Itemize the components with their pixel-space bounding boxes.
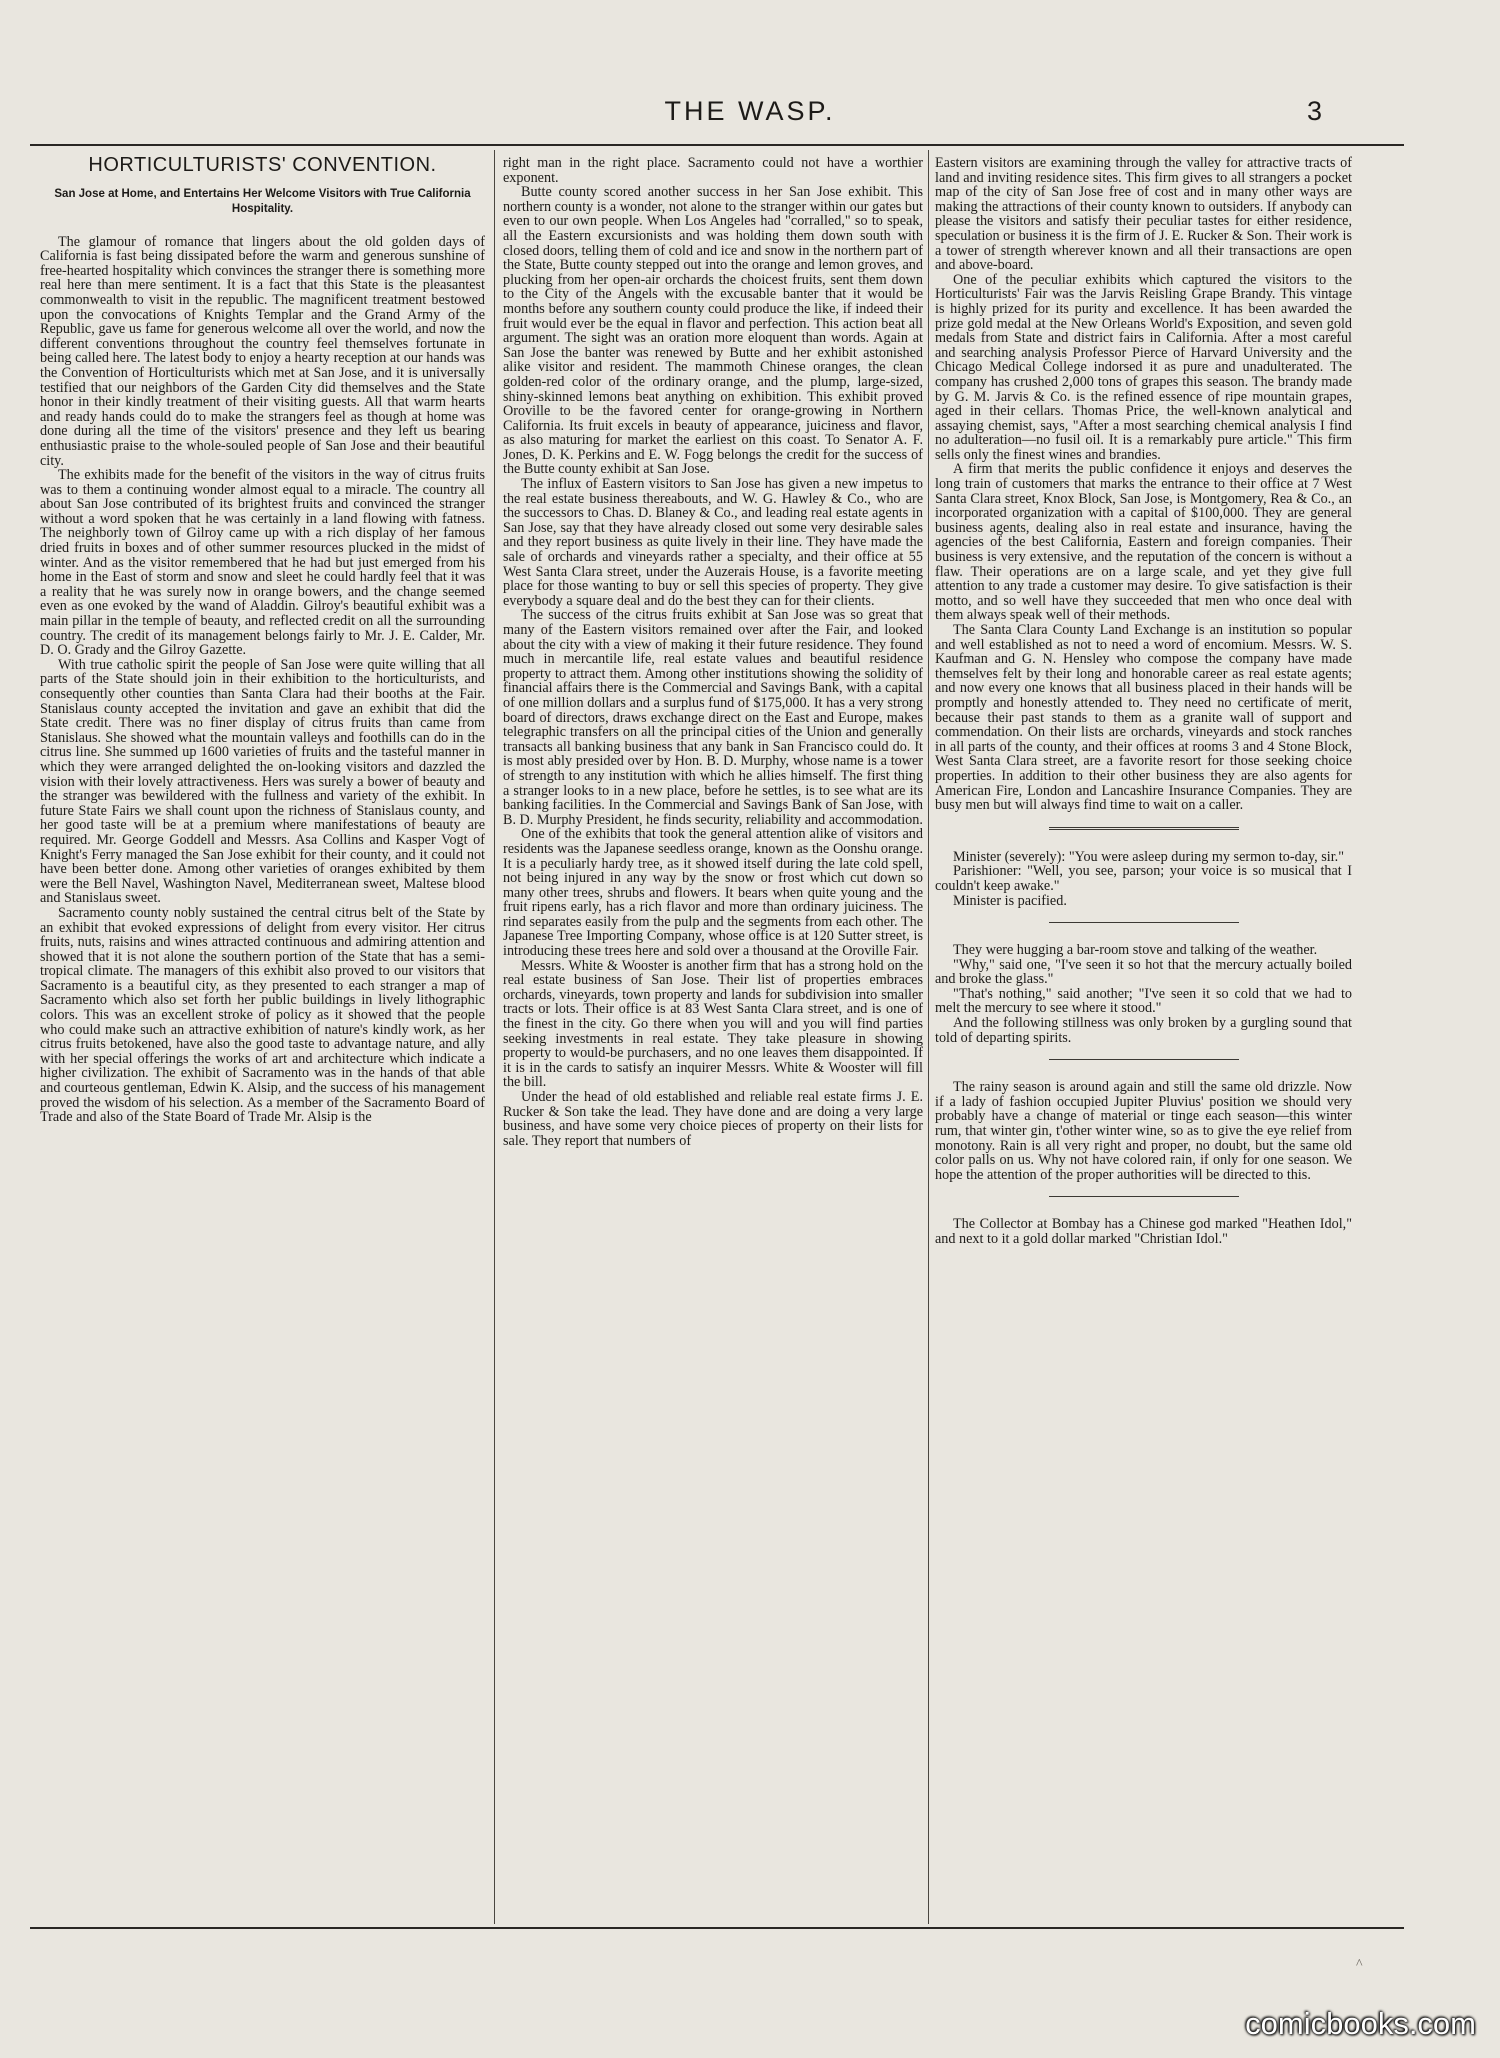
column-divider bbox=[928, 150, 929, 1924]
anecdote-line: They were hugging a bar-room stove and talking of the weather. bbox=[953, 942, 1318, 959]
column-1 bbox=[40, 156, 485, 1924]
print-speck: ^ bbox=[1356, 1957, 1363, 1972]
paragraph: One of the exhibits that took the general attention alike of visitors and residents was the Japanese seedless orange, known as the Oonshu orange. It is a peculiarly hardy tree, as it showed itself during the late cold spell, not being injured in any way by the snow or frost which cut down so many other trees, shrubs and flowers. It bears when quite young and the fruit ripens early, has a rich flavor and more than ordinary juiciness. The rind separates easily from the pulp and the segments from each other. The Japanese Tree Importing Company, whose office is at 120 Sutter street, is introducing these trees here and sold over a thousand at the Oroville Fair. bbox=[503, 826, 923, 960]
paragraph: A firm that merits the public confidence it enjoys and deserves the long train of customers that marks the entrance to their office at 7 West Santa Clara street, Knox Block, San Jose, is Montgomery, Rea & Co., an incorporated organization with a capital of $100,000. They are general business agents, dealing also in real estate and insurance, having the agencies of the best California, Eastern and foreign companies. Their business is very extensive, and the reputation of the concern is without a flaw. Their operations are on a large scale, and yet they give full attention to any trade a customer may desire. To give satisfaction is their motto, and so well have they succeeded that men who once deal with them always speak well of their methods. bbox=[935, 461, 1352, 624]
paragraph: Butte county scored another success in her San Jose exhibit. This northern county is a wonder, not alone to the stranger within our gates but even to our own people. When Los Angeles had "corralled," so to speak, all the Eastern excursionists and was holding them down south with closed doors, telling them of cold and ice and snow in the northern part of the State, Butte county stepped out into the orange and lemon groves, and plucking from her open-air orchards the choicest fruits, sent them down to the City of the Angels with the excusable banter that it would be months before any southern county could produce the like, if indeed their fruit would ever be the equal in flavor and perfection. This action beat all argument. The sight was an oration more eloquent than words. Again at San Jose the banter was renewed by Butte and her exhibit astonished alike visitor and resident. The mammoth Chinese oranges, the clean golden-red color of the ordinary orange, and the plump, large-sized, shiny-skinned lemons beat anything on exhibition. This exhibit proved Oroville to be the favored center for orange-growing in Northern California. Its fruit excels in beauty of appearance, juiciness and flavor, as also maturing for market the earliest on this coast. To Senator A. F. Jones, D. K. Perkins and E. W. Fogg belongs the credit for the success of the Butte county exhibit at San Jose. bbox=[503, 184, 923, 478]
section-separator bbox=[1049, 827, 1239, 830]
paragraph: One of the peculiar exhibits which captured the visitors to the Horticulturists' Fair was the Jarvis Reisling Grape Brandy. This vintage is highly prized for its purity and excellence. It has been awarded the prize gold medal at the New Orleans World's Exposition, and seven gold medals from State and district fairs in California. After a most careful and searching analysis Professor Pierce of Harvard University and the Chicago Medical College indorsed it as pure and unadulterated. The company has crushed 2,000 tons of grapes this season. The brandy made by G. M. Jarvis & Co. is the refined essence of ripe mountain grapes, aged in their cellars. Thomas Price, the well-known analytical and assaying chemist, says, "After a most searching chemical analysis I find no adulteration—no fusil oil. It is a remarkably pure article." This firm sells only the finest wines and brandies. bbox=[935, 271, 1352, 463]
anecdote-line: The rainy season is around again and still the same old drizzle. Now if a lady of fashion occupied Jupiter Pluvius' position we should very probably have a change of material or tinge each season—this winter rum, that winter gin, t'other winter wine, so as to give the eye relief from monotony. Rain is all very right and proper, no doubt, but the same old color palls on us. Why not have colored rain, if only for one season. We hope the attention of the proper authorities will be directed to this. bbox=[935, 1079, 1352, 1183]
article-headline: HORTICULTURISTS' CONVENTION. bbox=[88, 156, 437, 176]
section-separator bbox=[1049, 1196, 1239, 1197]
column-2 bbox=[503, 156, 923, 1924]
paragraph: The influx of Eastern visitors to San Jose has given a new impetus to the real estate business thereabouts, and W. G. Hawley & Co., who are the successors to Chas. D. Blaney & Co., and leading real estate agents in San Jose, say that they have already closed out some very desirable sales and they report business as quite lively in their line. They have made the sale of orchards and vineyards rather a specialty, and their office at 55 West Santa Clara street, under the Auzerais House, is a favorite meeting place for those wanting to buy or sell this species of property. They give everybody a square deal and do the best they can for their clients. bbox=[503, 476, 923, 609]
section-separator bbox=[1049, 922, 1239, 923]
paragraph: With true catholic spirit the people of San Jose were quite willing that all parts of the State should join in their exhibition to the horticulturists, and consequently other counties than Santa Clara had their booths at the Fair. Stanislaus county accepted the invitation and gave an exhibit that did the State credit. There was no finer display of citrus fruits than came from Stanislaus. She showed what the mountain valleys and foothills can do in the citrus line. She summed up 1600 varieties of fruits and the tasteful manner in which they were arranged delighted the on-looking visitors and dazzled the vision with their lovely attractiveness. Hers was surely a bower of beauty and the stranger was bewildered with the fullness and variety of the exhibit. In future State Fairs we shall count upon the richness of Stanislaus county, and her good taste will be at a premium where manifestations of beauty are required. Mr. George Goddell and Messrs. Asa Collins and Kasper Vogt of Knight's Ferry managed the San Jose exhibit for their county, and it could not have been better done. Among other varieties of oranges exhibited by them were the Bell Navel, Washington Navel, Mediterranean sweet, Maltese blood and Stanislaus sweet. bbox=[40, 656, 485, 907]
anecdote-line: "That's nothing," said another; "I've seen it so cold that we had to melt the mercury to see where it stood." bbox=[935, 985, 1352, 1017]
footer-rule bbox=[30, 1927, 1404, 1929]
page-number: 3 bbox=[1306, 96, 1322, 126]
page-header bbox=[0, 96, 1500, 136]
anecdote-line: "Why," said one, "I've seen it so hot that the mercury actually boiled and broke the glass." bbox=[935, 956, 1352, 988]
paragraph: The exhibits made for the benefit of the visitors in the way of citrus fruits was to them a continuing wonder almost equal to a miracle. The country all about San Jose contributed of its brightest fruits and convinced the stranger without a word spoken that he was certainly in a land flowing with fatness. The neighborly town of Gilroy came up with a rich display of her famous dried fruits in boxes and of other summer resources plucked in the midst of winter. And as the visitor remembered that he had but just emerged from his home in the East of storm and snow and sleet he could hardly feel that it was a reality that he was surely now in orange bowers, and the change seemed even as one evoked by the wand of Aladdin. Gilroy's beautiful exhibit was a main pillar in the temple of beauty, and reflected credit on all the surrounding country. The credit of its management belongs fairly to Mr. J. E. Calder, Mr. D. O. Grady and the Gilroy Gazette. bbox=[40, 467, 485, 659]
article-subhead: San Jose at Home, and Entertains Her Welcome Visitors with True California Hospitality. bbox=[54, 187, 471, 215]
paragraph: Under the head of old established and reliable real estate firms J. E. Rucker & Son take the lead. They have done and are doing a very large business, and have some very choice pieces of property on their lists for sale. They report that numbers of bbox=[503, 1089, 923, 1149]
anecdote-line: Parishioner: "Well, you see, parson; your voice is so musical that I couldn't keep awake." bbox=[935, 863, 1352, 894]
paragraph: Eastern visitors are examining through the valley for attractive tracts of land and inviting residence sites. This firm gives to all strangers a pocket map of the city of San Jose free of cost and in many other ways are making the attractions of their county known to outsiders. If anybody can please the visitors and satisfy their peculiar tastes for either residence, speculation or business it is the firm of J. E. Rucker & Son. Their work is a tower of strength wherever known and all their transactions are open and above-board. bbox=[935, 156, 1352, 274]
anecdote-line: The Collector at Bombay has a Chinese god marked "Heathen Idol," and next to it a gold dollar marked "Christian Idol." bbox=[935, 1216, 1352, 1247]
anecdote-line: And the following stillness was only broken by a gurgling sound that told of departing spirits. bbox=[935, 1015, 1352, 1046]
watermark: comicbooks.com bbox=[1245, 2006, 1476, 2041]
paragraph: Messrs. White & Wooster is another firm that has a strong hold on the real estate business of San Jose. Their list of properties embraces orchards, vineyards, town property and lands for subdivision into smaller tracts or lots. Their office is at 83 West Santa Clara street, and is one of the finest in the city. Go there when you will and you will find parties seeking investments in real estate. They take pleasure in showing property to would-be purchasers, and no one leaves them disappointed. If it is in the cards to satisfy an inquirer Messrs. White & Wooster will fill the bill. bbox=[503, 957, 923, 1091]
column-3 bbox=[935, 156, 1352, 1924]
paragraph: The glamour of romance that lingers about the old golden days of California is fast being dissipated before the warm and generous sunshine of free-hearted hospitality which convinces the stranger there is something more real here than mere sentiment. It is a fact that this State is the pleasantest commonwealth to visit in the republic. The magnificent treatment bestowed upon the convocations of Knights Templar and the Grand Army of the Republic, gave us fame for generous welcome all over the world, and now the different conventions throughout the country feel themselves fortunate in being called here. The latest body to enjoy a hearty reception at our hands was the Convention of Horticulturists which met at San Jose, and it is universally testified that our neighbors of the Garden City did themselves and the State honor in their kindly treatment of their visiting guests. All that warm hearts and ready hands could do to make the strangers feel as though at home was done during all the time of the visitors' presence and they left us bearing enthusiastic praise to the whole-souled people of San Jose and their beautiful city. bbox=[40, 233, 485, 469]
anecdote-line: Minister (severely): "You were asleep during my sermon to-day, sir." bbox=[953, 848, 1345, 865]
header-rule bbox=[30, 144, 1404, 146]
paragraph: The Santa Clara County Land Exchange is an institution so popular and well established as not to need a word of encomium. Messrs. W. S. Kaufman and G. N. Hensley who compose the company have made themselves felt by their long and honorable career as real estate agents; and now every one knows that all business placed in their hands will be promptly and honestly attended to. They need no certificate of merit, because their past stands to them as a granite wall of support and commendation. On their lists are orchards, vineyards and stock ranches in all parts of the county, and their offices at rooms 3 and 4 Stone Block, West Santa Clara street, are a favorite resort for those seeking choice properties. In addition to their other business they are also agents for American Fire, London and Lancashire Insurance Companies. They are busy men but will always find time to wait on a caller. bbox=[935, 622, 1352, 814]
paragraph: The success of the citrus fruits exhibit at San Jose was so great that many of the Eastern visitors remained over after the Fair, and looked about the city with a view of making it their future residence. They found much in mercantile life, real estate values and beautiful residence property to attract them. Among other institutions showing the solidity of financial affairs there is the Commercial and Savings Bank, with a capital of one million dollars and a surplus fund of $175,000. It has a very strong board of directors, draws exchange direct on the East and Europe, makes telegraphic transfers on all the principal cities of the Union and generally transacts all banking business that any bank in San Francisco could do. It is most ably presided over by Hon. B. D. Murphy, whose name is a tower of strength to any institution with which he allies himself. The first thing a stranger looks to in a new place, before he settles, is to see what are its banking facilities. In the Commercial and Savings Bank of San Jose, with B. D. Murphy President, he finds security, reliability and accommodation. bbox=[503, 607, 923, 828]
column-divider bbox=[494, 150, 495, 1924]
anecdote-line: Minister is pacified. bbox=[953, 892, 1067, 909]
paragraph: right man in the right place. Sacramento could not have a worthier exponent. bbox=[503, 156, 923, 186]
masthead: THE WASP. bbox=[664, 96, 836, 126]
paragraph: Sacramento county nobly sustained the central citrus belt of the State by an exhibit that evoked expressions of delight from every visitor. Her citrus fruits, nuts, raisins and wines attracted continuous and admiring attention and showed that it is not alone the southern portion of the State that has a semi-tropical climate. The managers of this exhibit also proved to our visitors that Sacramento is a beautiful city, as they presented to each stranger a map of Sacramento which also set forth her public buildings in lively lithographic colors. This was an excellent stroke of policy as it showed that the people who could make such an attractive exhibition of nature's kindly work, as her citrus fruits betokened, have also the good taste to advantage nature, and ally with her special offerings the works of art and architecture which indicate a higher civilization. The exhibit of Sacramento was in the hands of that able and courteous gentleman, Edwin K. Alsip, and the success of his management proved the wisdom of his selection. As a member of the Sacramento Board of Trade and also of the State Board of Trade Mr. Alsip is the bbox=[40, 904, 485, 1126]
section-separator bbox=[1049, 1059, 1239, 1060]
